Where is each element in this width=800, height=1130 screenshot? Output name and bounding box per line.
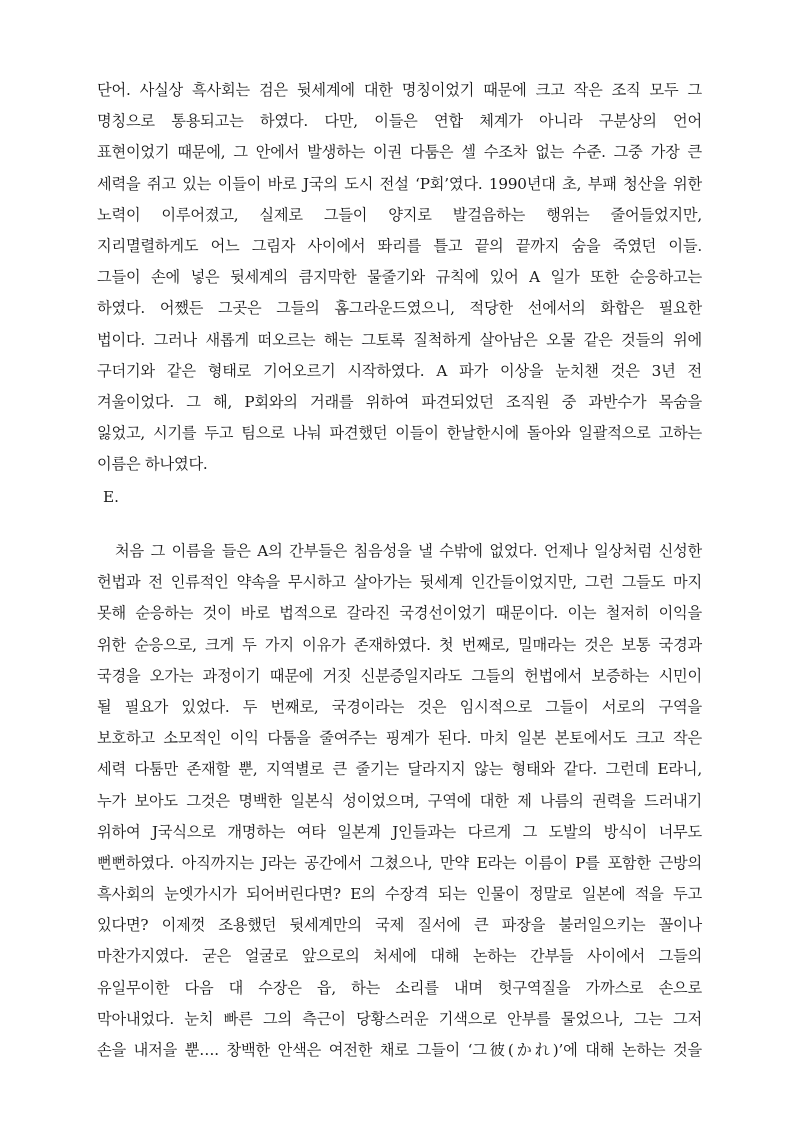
text-line: 유일무이한 다음 대 수장은 읍, 하는 소리를 내며 헛구역질을 가까스로 손으로 [97, 978, 702, 997]
text-line: 위한 순응으로, 크게 두 가지 이유가 존재하였다. 첫 번째로, 밀매라는 것은 보통 국경과 [97, 635, 702, 654]
text-line: 구더기와 같은 형태로 기어오르기 시작하였다. A 파가 이상을 눈치챈 것은 3년 전 [97, 361, 702, 380]
text-line: 위하여 J국식으로 개명하는 여타 일본계 J인들과는 다르게 그 도발의 방식이 너무도 [97, 822, 702, 841]
text-line: 국경을 오가는 과정이기 때문에 거짓 신분증일지라도 그들의 헌법에서 보증하는 시민이 [97, 666, 702, 685]
text-line: 흑사회의 눈엣가시가 되어버린다면? E의 수장격 되는 인물이 정말로 일본에 적을 두고 [97, 885, 702, 904]
text-line: 표현이었기 때문에, 그 안에서 발생하는 이권 다툼은 셀 수조차 없는 수준. 그중 가장 큰 [97, 143, 702, 162]
text-line: 될 필요가 있었다. 두 번째로, 국경이라는 것은 임시적으로 그들이 서로의 구역을 [97, 697, 702, 716]
text-line: 있다면? 이제껏 조용했던 뒷세계만의 국제 질서에 큰 파장을 불러일으키는 꼴이나 [97, 916, 702, 935]
text-line: 단어. 사실상 흑사회는 검은 뒷세계에 대한 명칭이었기 때문에 크고 작은 조직 모두 그 [97, 81, 702, 99]
text-line: 세력을 쥐고 있는 이들이 바로 J국의 도시 전설 ‘P회’였다. 1990년대 초, 부패 청산을 위한 [97, 174, 702, 193]
text-line: 보호하고 소모적인 이익 다툼을 줄여주는 핑계가 된다. 마치 일본 본토에서도 크고 작은 [97, 729, 702, 748]
text-line: 이름은 하나였다. [97, 455, 208, 474]
paragraph-2 [97, 536, 702, 1066]
text-line: 못해 순응하는 것이 바로 법적으로 갈라진 국경선이었기 때문이다. 이는 철저히 이익을 [97, 604, 702, 623]
text-line: 법이다. 그러나 새롭게 떠오르는 해는 그토록 질척하게 살아남은 오물 같은 것들의 위에 [97, 330, 702, 349]
text-line: 하였다. 어쨌든 그곳은 그들의 홈그라운드였으니, 적당한 선에서의 화합은 필요한 [97, 299, 702, 318]
text-line: 막아내었다. 눈치 빠른 그의 측근이 당황스러운 기색으로 안부를 물었으나, 그는 그저 [97, 1009, 702, 1028]
text-line: 손을 내저을 뿐…. 창백한 안색은 여전한 채로 그들이 ‘그彼(かれ)’에 대해 논하는 것을 [97, 1041, 702, 1059]
text-line: 겨울이었다. 그 해, P회와의 거래를 위하여 파견되었던 조직원 중 과반수가 목숨을 [97, 392, 702, 411]
text-line: 마찬가지였다. 굳은 얼굴로 앞으로의 처세에 대해 논하는 간부들 사이에서 그들의 [97, 947, 702, 966]
text-line: 세력 다툼만 존재할 뿐, 지역별로 큰 줄기는 달라지지 않는 형태와 같다. 그런데 E라니, [97, 760, 702, 779]
section-heading: E. [103, 488, 119, 506]
text-line: 노력이 이루어졌고, 실제로 그들이 양지로 발걸음하는 행위는 줄어들었지만, [97, 205, 702, 224]
text-line: 헌법과 전 인류적인 약속을 무시하고 살아가는 뒷세계 인간들이었지만, 그런 그들도 마지 [97, 573, 702, 592]
text-line: 누가 보아도 그것은 명백한 일본식 성이었으며, 구역에 대한 제 나름의 권력을 드러내기 [97, 791, 702, 810]
text-line: 잃었고, 시기를 두고 팀으로 나눠 파견했던 이들이 한날한시에 돌아와 일괄적으로 고하는 [97, 424, 702, 443]
text-line: 명칭으로 통용되고는 하였다. 다만, 이들은 연합 체계가 아니라 구분상의 언어 [97, 112, 702, 131]
paragraph-1 [97, 75, 702, 480]
text-line: 처음 그 이름을 들은 A의 간부들은 침음성을 낼 수밖에 없었다. 언제나 일상처럼 신성한 [115, 542, 702, 560]
text-line: 뻔뻔하였다. 아직까지는 J라는 공간에서 그쳤으나, 만약 E라는 이름이 P를 포함한 근방의 [97, 853, 702, 872]
text-line: 그들이 손에 넣은 뒷세계의 큼지막한 물줄기와 규칙에 있어 A 일가 또한 순응하고는 [97, 268, 702, 287]
text-line: 지리멸렬하게도 어느 그림자 사이에서 똬리를 틀고 끝의 끝까지 숨을 죽였던 이들. [97, 236, 702, 255]
